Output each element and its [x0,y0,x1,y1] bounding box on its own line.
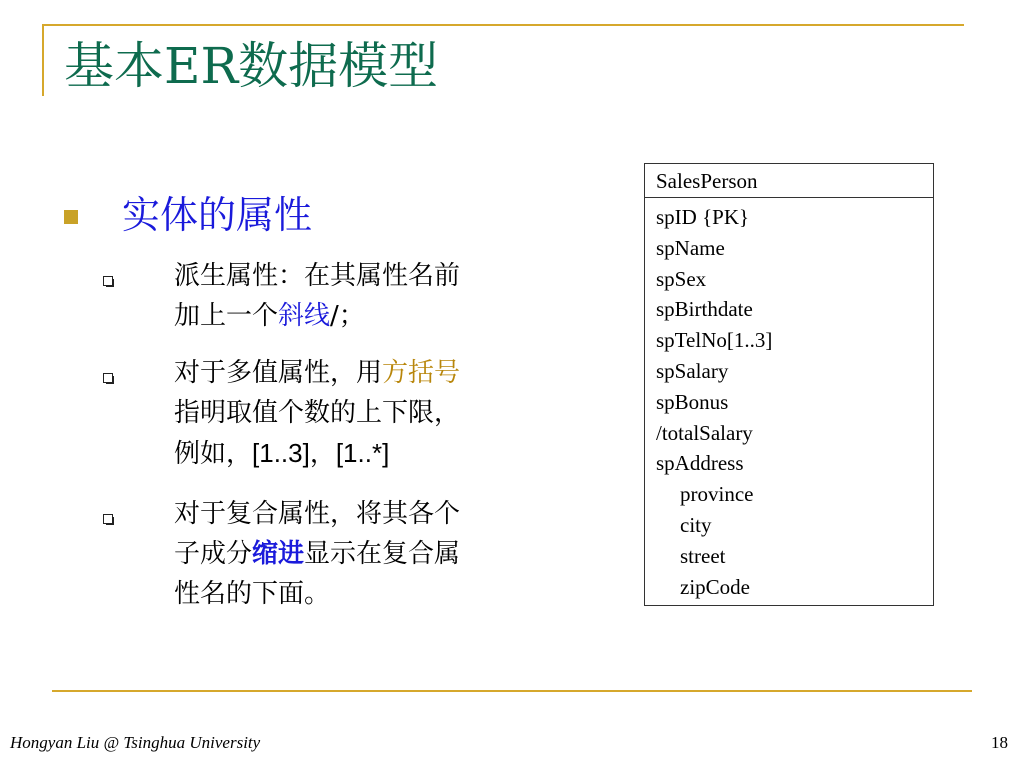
footer-author: Hongyan Liu @ Tsinghua University [10,733,261,752]
item-line: 指明取值个数的上下限， [174,398,461,428]
item-text: 显示在复合属 [304,539,461,569]
item-line [174,433,594,474]
entity-sub-attribute: zipCode [680,574,750,599]
entity-attribute: spTelNo[1..3] [656,328,773,353]
code-example: [1..3]，[1..*] [252,438,390,468]
entity-attribute: spBonus [656,389,729,414]
item-line [174,296,594,336]
item-text: 例如， [174,439,253,469]
item-line: 派生属性：在其属性名前 [174,261,461,291]
highlight-text: 斜线 [278,301,331,331]
entity-attribute: spAddress [656,451,744,476]
entity-attribute: spBirthdate [656,297,753,322]
item-line [174,534,594,574]
list-item-composite-attribute [174,494,594,614]
entity-sub-attribute: city [680,512,712,537]
bullet-heading: 实体的属性 [122,193,313,237]
highlight-text: 缩进 [252,539,305,569]
entity-attribute-list [645,198,933,602]
entity-attribute: spID {PK} [656,205,750,229]
item-text: 子成分 [174,539,253,569]
entity-attribute: /totalSalary [656,420,753,445]
title-side-line [42,24,44,96]
entity-attribute: spSalary [656,358,729,383]
checkbox-bullet-icon [103,373,113,383]
item-line: 性名的下面。 [174,579,331,609]
item-text: 对于多值属性，用 [174,358,383,388]
entity-sub-attribute: street [680,543,726,568]
page-number: 18 [991,733,1008,752]
list-item-derived-attribute [174,256,594,336]
entity-sub-attribute: province [680,482,754,507]
slide-title: 基本ER数据模型 [64,37,439,95]
item-line [174,353,594,393]
bottom-divider-line [52,690,972,692]
list-item-multivalued-attribute [174,353,594,474]
er-entity-box [644,163,934,606]
checkbox-bullet-icon [103,514,113,524]
entity-attribute: spName [656,235,725,260]
top-divider-line [42,24,964,26]
item-text: 加上一个 [174,301,279,331]
item-text: /； [330,301,365,331]
item-line: 对于复合属性，将其各个 [174,499,461,529]
checkbox-bullet-icon [103,276,113,286]
square-bullet-icon [64,210,78,224]
entity-attribute: spSex [656,266,707,291]
highlight-text: 方括号 [382,358,461,388]
entity-name: SalesPerson [645,164,933,198]
